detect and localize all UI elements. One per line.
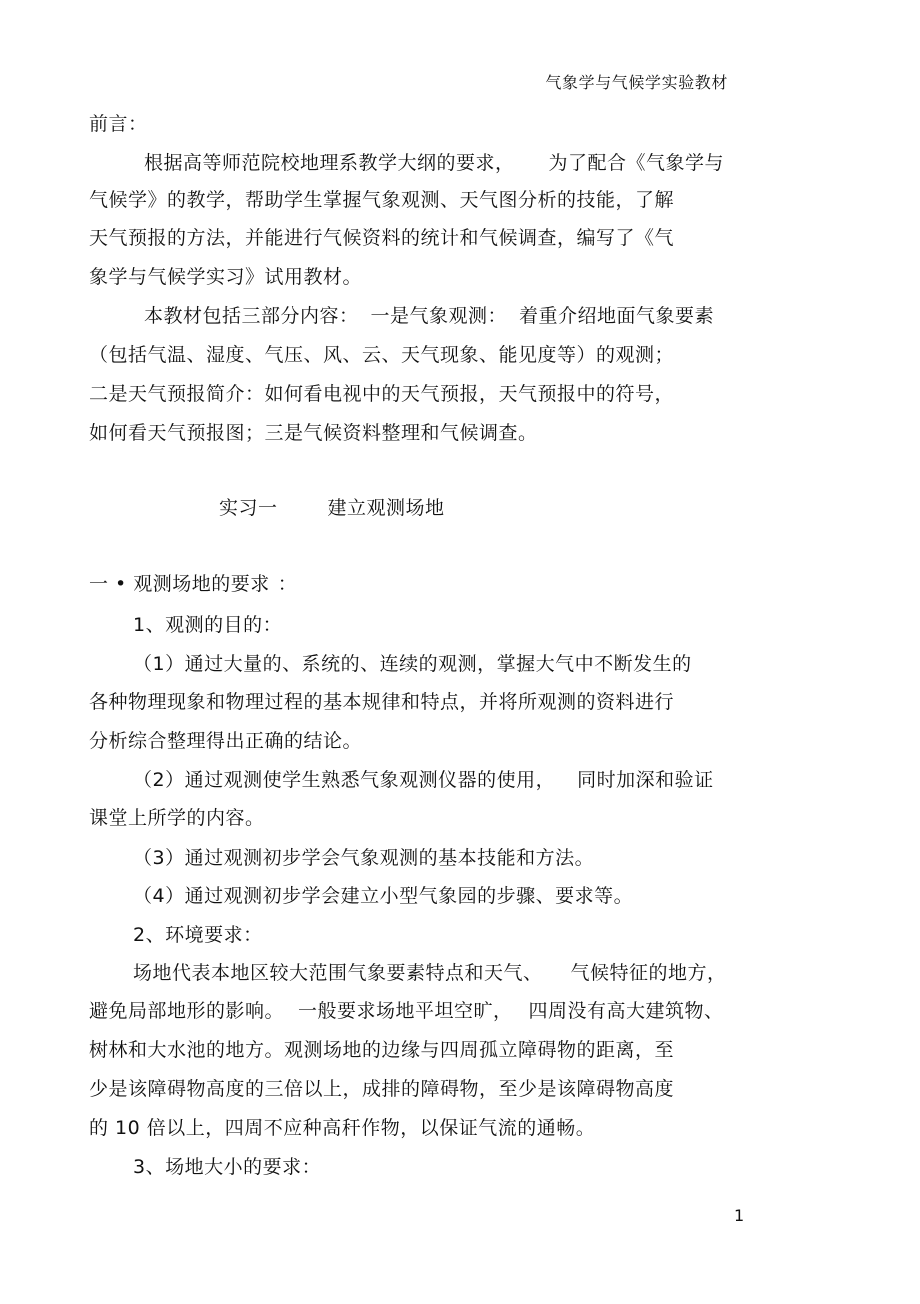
env-seg2: 气候特征的地方， xyxy=(570,962,727,984)
chapter-heading xyxy=(219,496,445,520)
preface-p1-seg2: 为了配合《气象学与 xyxy=(548,152,725,174)
env-line4: 少是该障碍物高度的三倍以上，成排的障碍物，至少是该障碍物高度 xyxy=(89,1078,675,1100)
purpose2-line1 xyxy=(133,768,714,792)
preface-p2-line1 xyxy=(144,304,714,328)
env-line1 xyxy=(133,961,727,985)
env-seg4: 一般要求场地平坦空旷， xyxy=(298,1000,513,1022)
preface-p1-line1 xyxy=(144,151,724,175)
purpose1-line1: （1）通过大量的、系统的、连续的观测，掌握大气中不断发生的 xyxy=(133,653,692,675)
env-seg5: 四周没有高大建筑物、 xyxy=(528,1000,724,1022)
env-seg3: 避免局部地形的影响。 xyxy=(89,1000,285,1022)
env-line3: 树林和大水池的地方。观测场地的边缘与四周孤立障碍物的距离，至 xyxy=(89,1039,675,1061)
env-seg1: 场地代表本地区较大范围气象要素特点和天气、 xyxy=(133,962,543,984)
item1-title: 1、观测的目的： xyxy=(133,614,283,636)
preface-p2-seg3: 着重介绍地面气象要素 xyxy=(519,305,715,327)
preface-p1-line4: 象学与气候学实习》试用教材。 xyxy=(89,266,363,288)
item3-title: 3、场地大小的要求： xyxy=(133,1156,322,1178)
purpose3: （3）通过观测初步学会气象观测的基本技能和方法。 xyxy=(133,847,595,869)
purpose2-seg1: （2）通过观测使学生熟悉气象观测仪器的使用， xyxy=(133,769,556,791)
preface-p2-line4: 如何看天气预报图；三是气候资料整理和气候调查。 xyxy=(89,422,538,444)
running-header: 气象学与气候学实验教材 xyxy=(545,73,728,92)
section1-heading xyxy=(89,572,297,596)
preface-heading: 前言： xyxy=(89,113,148,135)
preface-p1-line2: 气候学》的教学，帮助学生掌握气象观测、天气图分析的技能，了解 xyxy=(89,189,675,211)
preface-p2-line3: 二是天气预报简介：如何看电视中的天气预报，天气预报中的符号， xyxy=(89,383,675,405)
purpose1-line3: 分析综合整理得出正确的结论。 xyxy=(89,730,363,752)
section1-heading-text: 一 • 观测场地的要求 xyxy=(89,573,270,595)
purpose1-line2: 各种物理现象和物理过程的基本规律和特点，并将所观测的资料进行 xyxy=(89,691,675,713)
preface-p1-line3: 天气预报的方法，并能进行气候资料的统计和气候调查，编写了《气 xyxy=(89,227,675,249)
purpose2-line2: 课堂上所学的内容。 xyxy=(89,807,265,829)
preface-p2-line2: （包括气温、湿度、气压、风、云、天气现象、能见度等）的观测； xyxy=(89,344,675,366)
item2-title: 2、环境要求： xyxy=(133,924,263,946)
env-line5: 的 10 倍以上，四周不应种高秆作物，以保证气流的通畅。 xyxy=(89,1117,596,1139)
chapter-title: 建立观测场地 xyxy=(327,497,445,519)
env-line2 xyxy=(89,999,724,1023)
preface-p2-seg1: 本教材包括三部分内容： xyxy=(144,305,359,327)
preface-p2-seg2: 一是气象观测： xyxy=(370,305,508,327)
page-number: 1 xyxy=(734,1206,745,1225)
chapter-number: 实习一 xyxy=(219,497,278,519)
purpose4: （4）通过观测初步学会建立小型气象园的步骤、要求等。 xyxy=(133,885,634,907)
preface-p1-seg1: 根据高等师范院校地理系教学大纲的要求， xyxy=(144,152,515,174)
purpose2-seg2: 同时加深和验证 xyxy=(577,769,714,791)
section1-heading-colon: ： xyxy=(277,573,298,595)
